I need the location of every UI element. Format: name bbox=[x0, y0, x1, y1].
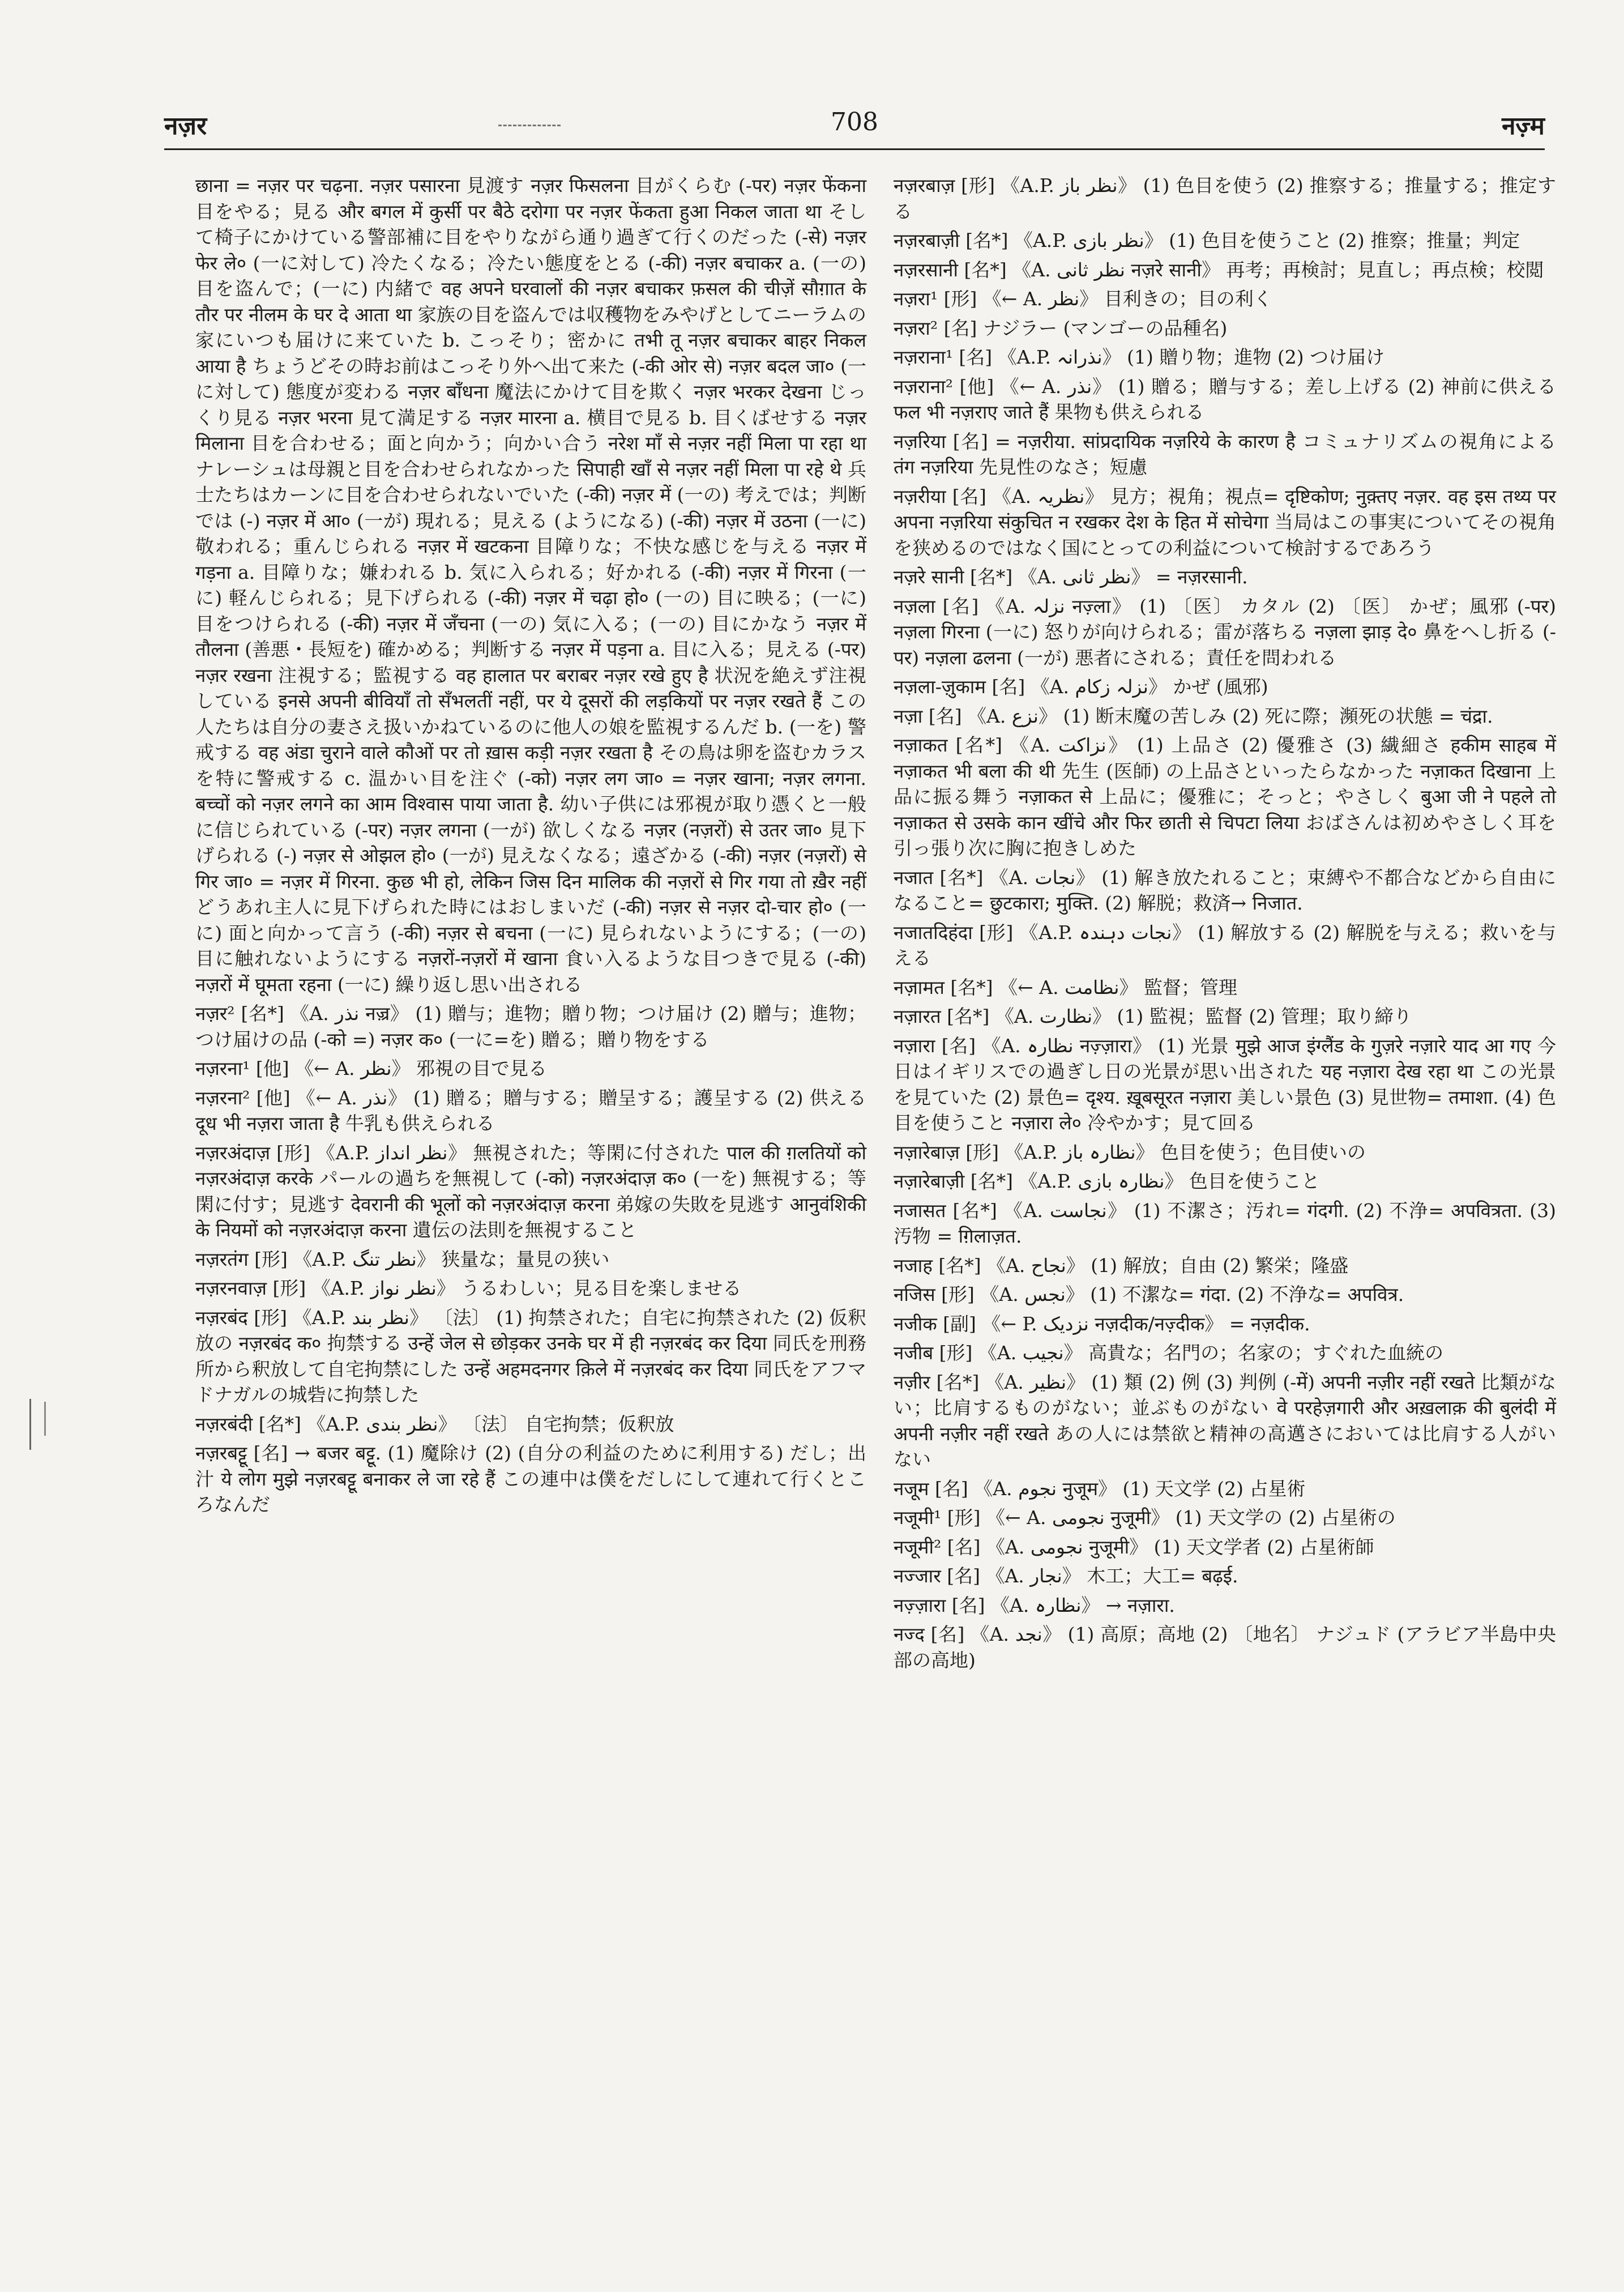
dictionary-entry: नज़्ज़ारा [名] 《A. نظارہ》 → नज़ारा. bbox=[894, 1594, 1175, 1616]
scan-margin-mark bbox=[44, 1402, 46, 1436]
dictionary-entry: नजासत [名*] 《A. نجاست》 (1) 不潔さ；汚れ= गंदगी. (2) 不浄= अपवित्रता. (3) 汚物 = ग़िलाज़त. bbox=[894, 1199, 1556, 1247]
left-column bbox=[195, 173, 866, 1521]
dictionary-entry: नजातदिहंदा [形] 《A.P. نجات دہندہ》 (1) 解放する (2) 解脱を与える；救いを与える bbox=[894, 921, 1556, 969]
header-rule bbox=[164, 148, 1545, 150]
dictionary-entry: नज़रा² [名] ナジラー (マンゴーの品種名) bbox=[894, 317, 1228, 339]
dictionary-entry: नज़रीया [名] 《A. نظریہ》 見方；視角；視点= दृष्टिकोण; नुक़्तए नज़र. वह इस तथ्य पर अपना नज़रिया संकुचित न रखकर देश के हित में सोचेगा 当局はこの事実についてその視角を狭めるのではなく国にとっての利益について検討するであろう bbox=[894, 485, 1556, 559]
dictionary-entry: नज़राना¹ [名] 《A.P. نذرانہ》 (1) 贈り物；進物 (2) つけ届け bbox=[894, 346, 1385, 368]
dictionary-entry: छाना = नज़र पर चढ़ना. नज़र पसारना 見渡す नज़र फिसलना 目がくらむ (-पर) नज़र फेंकना 目をやる；見る और बगल में कुर्सी पर बैठे दरोगा पर नज़र फेंकता हुआ निकल जाता था そして椅子にかけている警部補に目をやりながら通り過ぎて行くのだった (-से) नज़र फेर ले० (一に対して) 冷たくなる；冷たい態度をとる (-की) नज़र बचाकर a. (一の) 目を盗んで；(一に) 内緒で वह अपने घरवालों की नज़र बचाकर फ़सल की चीज़ें सौग़ात के तौर पर नीलम के घर दे आता था 家族の目を盗んでは収穫物をみやげとしてニーラムの家にいつも届けに来ていた b. こっそり；密かに तभी तू नज़र बचाकर बाहर निकल आया है ちょうどその時お前はこっそり外へ出て来た (-की ओर से) नज़र बदल जा० (一に対して) 態度が変わる नज़र बाँधना 魔法にかけて目を欺く नज़र भरकर देखना じっくり見る नज़र भरना 見て満足する नज़र मारना a. 横目で見る b. 目くばせする नज़र मिलाना 目を合わせる；面と向かう；向かい合う नरेश माँ से नज़र नहीं मिला पा रहा था ナレーシュは母親と目を合わせられなかった सिपाही खाँ से नज़र नहीं मिला पा रहे थे 兵士たちはカーンに目を合わせられないでいた (-की) नज़र में (一の) 考えでは；判断では (-) नज़र में आ० (一が) 現れる；見える (ようになる) (-की) नज़र में उठना (一に) 敬われる；重んじられる नज़र में खटकना 目障りな；不快な感じを与える नज़र में गड़ना a. 目障りな；嫌われる b. 気に入られる；好かれる (-की) नज़र में गिरना (一に) 軽んじられる；見下げられる (-की) नज़र में चढ़ा हो० (一の) 目に映る；(一に) 目をつけられる (-की) नज़र में जँचना (一の) 気に入る；(一の) 目にかなう नज़र में तौलना (善悪・長短を) 確かめる；判断する नज़र में पड़ना a. 目に入る；見える (-पर) नज़र रखना 注視する；監視する वह हालात पर बराबर नज़र रखे हुए है 状況を絶えず注視している इनसे अपनी बीवियाँ तो सँभलतीं नहीं, पर ये दूसरों की लड़कियों पर नज़र रखते हैं この人たちは自分の妻さえ扱いかねているのに他人の娘を監視するんだ b. (一を) 警戒する वह अंडा चुराने वाले कौओं पर तो ख़ास कड़ी नज़र रखता है その鳥は卵を盗むカラスを特に警戒する c. 温かい目を注ぐ (-को) नज़र लग जा० = नज़र खाना; नज़र लगना. बच्चों को नज़र लगने का आम विश्वास पाया जाता है. 幼い子供には邪視が取り憑くと一般に信じられている (-पर) नज़र लगना (一が) 欲しくなる नज़र (नज़रों) से उतर जा० 見下げられる (-) नज़र से ओझल हो० (一が) 見えなくなる；遠ざかる (-की) नज़र (नज़रों) से गिर जा० = नज़र में गिरना. कुछ भी हो, लेकिन जिस दिन मालिक की नज़रों से गिर गया तो ख़ैर नहीं どうあれ主人に見下げられた時にはおしまいだ (-की) नज़र से नज़र दो-चार हो० (一に) 面と向かって言う (-की) नज़र से बचना (一に) 見られないようにする；(一の) 目に触れないようにする नज़रों-नज़रों में खाना 食い入るような目つきで見る (-की) नज़रों में घूमता रहना (一に) 繰り返し思い出される bbox=[195, 174, 866, 996]
dictionary-entry: नज़रबंद [形] 《A.P. نظر بند》 〔法〕 (1) 拘禁された；自宅に拘禁された (2) 仮釈放の नज़रबंद क० 拘禁する उन्हें जेल से छोड़कर उनके घर में ही नज़रबंद कर दिया 同氏を刑務所から釈放して自宅拘禁にした उन्हें अहमदनगर क़िले में नज़रबंद कर दिया 同氏をアフマドナガルの城砦に拘禁した bbox=[195, 1306, 866, 1406]
dictionary-entry: नज़ाकत [名*] 《A. نزاکت》 (1) 上品さ (2) 優雅さ (3) 繊細さ हकीम साहब में नज़ाकत भी बला की थी 先生 (医師) の上品さといったらなかった नज़ाकत दिखाना 上品に振る舞う नज़ाकत से 上品に；優雅に；そっと；やさしく बुआ जी ने पहले तो नज़ाकत से उसके कान खींचे और फिर छाती से चिपटा लिया おばさんは初めやさしく耳を引っ張り次に胸に抱きしめた bbox=[894, 734, 1557, 859]
dictionary-entry: नज़रना¹ [他] 《← A. نظر》 邪視の目で見る bbox=[195, 1057, 548, 1079]
dictionary-entry: नज़रे सानी [名*] 《A. نظر ثانی》 = नज़रसानी. bbox=[894, 566, 1248, 588]
dictionary-entry: नज़रबट्टू [名] → बजर बट्टू. (1) 魔除け (2) (自分の利益のために利用する) だし；出汁 ये लोग मुझे नज़रबट्टू बनाकर ले जा रहे हैं この連中は僕をだしにして連れて行くところなんだ bbox=[195, 1442, 866, 1516]
dictionary-entry: नज्जार [名] 《A. نجار》 木工；大工= बढ़ई. bbox=[894, 1565, 1238, 1587]
dictionary-entry: नज्द [名] 《A. نجد》 (1) 高原；高地 (2) 〔地名〕 ナジュド (アラビア半島中央部の高地) bbox=[894, 1623, 1556, 1671]
dictionary-entry: नज़ा [名] 《A. نزع》 (1) 断末魔の苦しみ (2) 死に際；瀕死の状態 = चंद्रा. bbox=[894, 705, 1493, 727]
dictionary-entry: नज़राना² [他] 《← A. نذر》 (1) 贈る；贈与する；差し上げる (2) 神前に供える फल भी नज़राए जाते हैं 果物も供えられる bbox=[894, 375, 1556, 423]
dictionary-entry: नजात [名*] 《A. نجات》 (1) 解き放たれること；束縛や不都合などから自由になること= छुटकारा; मुक्ति. (2) 解脱；救済→ निजात. bbox=[894, 866, 1556, 914]
dictionary-entry: नज़ारेबाज़ [形] 《A.P. نظارہ باز》 色目を使う；色目使いの bbox=[894, 1141, 1366, 1163]
dictionary-entry: नजाह [名*] 《A. نجاح》 (1) 解放；自由 (2) 繁栄；隆盛 bbox=[894, 1254, 1349, 1277]
dictionary-entry: नज़रना² [他] 《← A. نذر》 (1) 贈る；贈与する；贈呈する；護呈する (2) 供える दूध भी नज़रा जाता है 牛乳も供えられる bbox=[195, 1086, 866, 1134]
dictionary-entry: नज़ारेबाज़ी [名*] 《A.P. نظارہ بازی》 色目を使うこと bbox=[894, 1170, 1320, 1192]
page-header bbox=[164, 108, 1545, 153]
dictionary-entry: नजीक [副] 《← P. نزدیک नज़दीक/नज़्दीक》 = नज़दीक. bbox=[894, 1312, 1310, 1335]
dictionary-entry: नज़र² [名*] 《A. نذر नज़्र》 (1) 贈与；進物；贈り物；つけ届け (2) 贈与；進物；つけ届けの品 (-को =) नज़र क० (一に=を) 贈る；贈り物をする bbox=[195, 1002, 867, 1051]
dictionary-entry: नज़रनवाज़ [形] 《A.P. نظر نواز》 うるわしい；見る目を楽しませる bbox=[195, 1277, 742, 1299]
dictionary-entry: नजूमी¹ [形] 《← A. نجومی नुजूमी》 (1) 天文学の (2) 占星術の bbox=[894, 1506, 1396, 1529]
dictionary-entry: नजीब [形] 《A. نجیب》 高貴な；名門の；名家の；すぐれた血統の bbox=[894, 1342, 1444, 1364]
dictionary-entry: नज़रअंदाज़ [形] 《A.P. نظر انداز》 無視された；等閑に付された पाल की ग़लतियों को नज़रअंदाज़ करके パールの過ちを無視して (-को) नज़रअंदाज़ क० (一を) 無視する；等閑に付す；見逃す देवरानी की भूलों को नज़रअंदाज़ करना 弟嫁の失敗を見逃す आनुवंशिकी के नियमों को नज़रअंदाज़ करना 遺伝の法則を無視すること bbox=[195, 1141, 866, 1241]
dictionary-entry: नज़ला [名] 《A. نزلہ नज़्ला》 (1) 〔医〕 カタル (2) 〔医〕 かぜ；風邪 (-पर) नज़ला गिरना (一に) 怒りが向けられる；雷が落ちる नज़ला झाड़ दे० 鼻をへし折る (-पर) नज़ला ढलना (一が) 悪者にされる；責任を問われる bbox=[894, 595, 1556, 669]
scan-margin-mark bbox=[29, 1399, 31, 1450]
right-column bbox=[894, 173, 1556, 1676]
left-guide-word: नज़र bbox=[164, 112, 207, 140]
page-number: 708 bbox=[831, 108, 878, 136]
dictionary-entry: नज़ला-ज़ुकाम [名] 《A. نزلہ زکام》 かぜ (風邪) bbox=[894, 676, 1268, 698]
right-guide-word: नज़्म bbox=[1502, 112, 1545, 140]
dictionary-entry: नज़रबाज़ [形] 《A.P. نظر باز》 (1) 色目を使う (2) 推察する；推量する；推定する bbox=[894, 174, 1556, 223]
dictionary-entry: नजूम [名] 《A. نجوم नुजूम》 (1) 天文学 (2) 占星術 bbox=[894, 1477, 1306, 1500]
dictionary-entry: नज़रसानी [名*] 《A. نظر ثانی नज़रे सानी》 再考；再検討；見直し；再点検；校閲 bbox=[894, 258, 1544, 281]
dictionary-entry: नज़ारत [名*] 《A. نظارت》 (1) 監視；監督 (2) 管理；取り締り bbox=[894, 1005, 1412, 1027]
dictionary-entry: नज़रबाज़ी [名*] 《A.P. نظر بازی》 (1) 色目を使うこと (2) 推察；推量；判定 bbox=[894, 229, 1520, 251]
dictionary-entry: नज़रबंदी [名*] 《A.P. نظر بندی》 〔法〕 自宅拘禁；仮釈放 bbox=[195, 1412, 674, 1435]
dictionary-entry: नज़ामत [名*] 《← A. نظامت》 監督；管理 bbox=[894, 976, 1237, 998]
dictionary-entry: नज़रा¹ [形] 《← A. نظر》 目利きの；目の利く bbox=[894, 288, 1272, 310]
dictionary-entry: नज़ारा [名] 《A. نظارہ नज़्ज़ारा》 (1) 光景 मुझे आज इंग्लैंड के गुज़रे नज़ारे याद आ गए 今日はイギリスでの過ぎし日の光景が思い出された यह नज़ारा देख रहा था この光景を見ていた (2) 景色= दृश्य. ख़ूबसूरत नज़ारा 美しい景色 (3) 見世物= तमाशा. (4) 色目を使うこと नज़ारा ले० 冷やかす；見て回る bbox=[894, 1034, 1556, 1134]
dictionary-entry: नज़रिया [名] = नज़रीया. सांप्रदायिक नज़रिये के कारण है コミュナリズムの視角による तंग नज़रिया 先見性のなさ；短慮 bbox=[894, 430, 1556, 478]
dictionary-entry: नज़ीर [名*] 《A. نظیر》 (1) 類 (2) 例 (3) 判例 (-में) अपनी नज़ीर नहीं रखते 比類がない；比肩するものがない；並ぶものがない वे परहेज़गारी और अख़लाक़ की बुलंदी में अपनी नज़ीर नहीं रखते あの人には禁欲と精神の高邁さにおいては比肩する人がいない bbox=[894, 1371, 1557, 1470]
dictionary-entry: नजिस [形] 《A. نجس》 (1) 不潔な= गंदा. (2) 不浄な= अपवित्र. bbox=[894, 1283, 1404, 1305]
dictionary-entry: नज़रतंग [形] 《A.P. نظر تنگ》 狭量な；量見の狭い bbox=[195, 1248, 610, 1270]
dictionary-entry: नजूमी² [名] 《A. نجومی नुजूमी》 (1) 天文学者 (2) 占星術師 bbox=[894, 1535, 1374, 1558]
